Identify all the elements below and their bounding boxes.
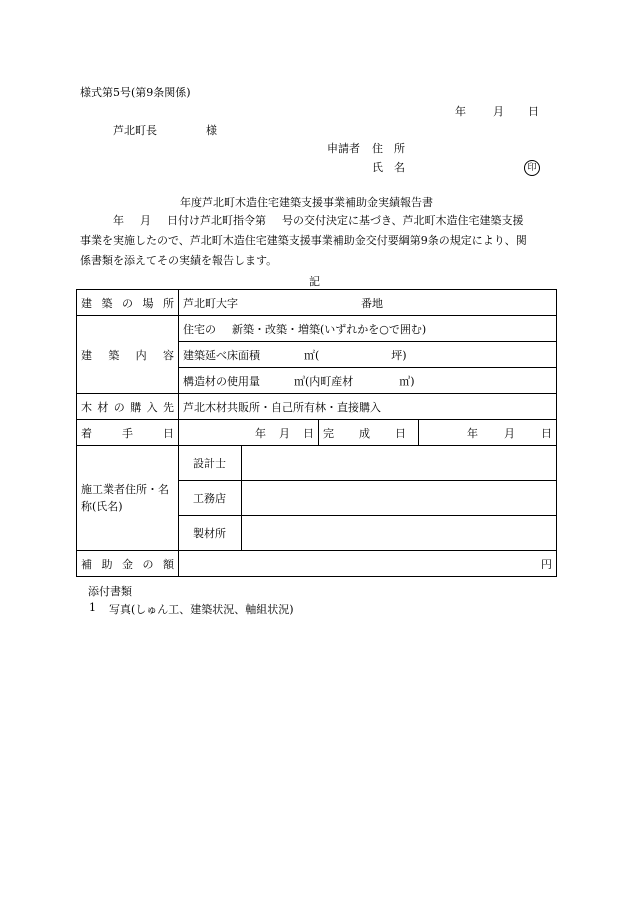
- floor-area-label: 建築延べ床面積: [183, 348, 260, 362]
- structure-local-unit: ㎥): [399, 374, 415, 388]
- row-designer: [77, 446, 557, 481]
- house-type-value[interactable]: [179, 316, 557, 342]
- date-day: 日: [528, 105, 539, 118]
- location-value[interactable]: [179, 290, 557, 316]
- floor-area-unit-m2: ㎡: [304, 348, 315, 362]
- location-label: 建築の場所: [77, 290, 179, 316]
- report-body: [80, 211, 556, 271]
- honorific: 様: [206, 124, 217, 137]
- applicant-label: 申請者: [327, 142, 360, 155]
- floor-area-open: (: [315, 348, 320, 362]
- addressee: 芦北町長: [113, 124, 157, 137]
- body-line-2: 事業を実施したので、芦北町木造住宅建築支援事業補助金交付要綱第9条の規定により、関: [80, 234, 527, 247]
- body-date-text: 日付け芦北町指令第: [167, 214, 266, 227]
- start-month: 月: [279, 426, 290, 440]
- body-line-1: [80, 211, 556, 231]
- body-line-3: 係書類を添えてその実績を報告します。: [80, 254, 278, 267]
- content-label: 建築内容: [77, 316, 179, 394]
- body-line-1-rest: 号の交付決定に基づき、芦北町木造住宅建築支援: [282, 214, 524, 227]
- start-date-parts: [183, 425, 314, 441]
- designer-label: 設計士: [179, 446, 242, 481]
- finish-year: 年: [467, 426, 478, 440]
- date-year: 年: [455, 105, 466, 118]
- builder-label: 工務店: [179, 481, 242, 516]
- floor-area-value[interactable]: [179, 342, 557, 368]
- start-date-value[interactable]: [179, 420, 319, 446]
- attachment-number: 1: [89, 601, 96, 614]
- builder-value[interactable]: [242, 481, 557, 516]
- purchase-label: 木材の購入先: [77, 394, 179, 420]
- sawmill-label: 製材所: [179, 516, 242, 551]
- location-town: 芦北町大字: [183, 296, 238, 310]
- ki-marker: 記: [309, 275, 320, 288]
- contractor-label: 施工業者住所・名称(氏名): [77, 446, 179, 551]
- row-subsidy: [77, 551, 557, 577]
- start-year: 年: [255, 426, 266, 440]
- body-month: 月: [140, 214, 151, 227]
- finish-date-value[interactable]: [419, 420, 557, 446]
- subsidy-unit: 円: [541, 557, 552, 571]
- structure-unit: ㎥: [294, 374, 305, 388]
- finish-date-parts: [423, 425, 552, 441]
- row-location: [77, 290, 557, 316]
- seal-mark: 印: [524, 160, 540, 176]
- finish-day: 日: [541, 426, 552, 440]
- start-label: 着手日: [77, 420, 179, 446]
- sawmill-value[interactable]: [242, 516, 557, 551]
- subsidy-label: 補助金の額: [77, 551, 179, 577]
- house-type-prefix: 住宅の: [183, 322, 216, 336]
- structure-local-label: (内町産材: [305, 374, 354, 388]
- location-banchi: 番地: [361, 296, 383, 310]
- form-number: 様式第5号(第9条関係): [80, 86, 191, 99]
- row-dates: [77, 420, 557, 446]
- document-title: 年度芦北町木造住宅建築支援事業補助金実績報告書: [180, 196, 433, 209]
- subsidy-value[interactable]: [179, 551, 557, 577]
- body-year: 年: [113, 214, 124, 227]
- structure-value[interactable]: [179, 368, 557, 394]
- attachment-item: 写真(しゅん工、建築状況、軸組状況): [109, 603, 294, 616]
- start-day: 日: [303, 426, 314, 440]
- report-table: [76, 289, 557, 577]
- row-purchase: [77, 394, 557, 420]
- name-label: 氏 名: [372, 161, 405, 174]
- purchase-value[interactable]: 芦北木材共販所・自己所有林・直接購入: [179, 394, 557, 420]
- finish-month: 月: [504, 426, 515, 440]
- house-type-options: 新築・改築・増築(いずれかを○で囲む): [232, 322, 427, 336]
- floor-area-unit-tsubo: 坪): [391, 348, 407, 362]
- row-house-type: [77, 316, 557, 342]
- structure-label: 構造材の使用量: [183, 374, 260, 388]
- date-month: 月: [493, 105, 504, 118]
- designer-value[interactable]: [242, 446, 557, 481]
- attachments-heading: 添付書類: [88, 585, 132, 598]
- address-label: 住 所: [372, 142, 405, 155]
- finish-label: 完成日: [319, 420, 419, 446]
